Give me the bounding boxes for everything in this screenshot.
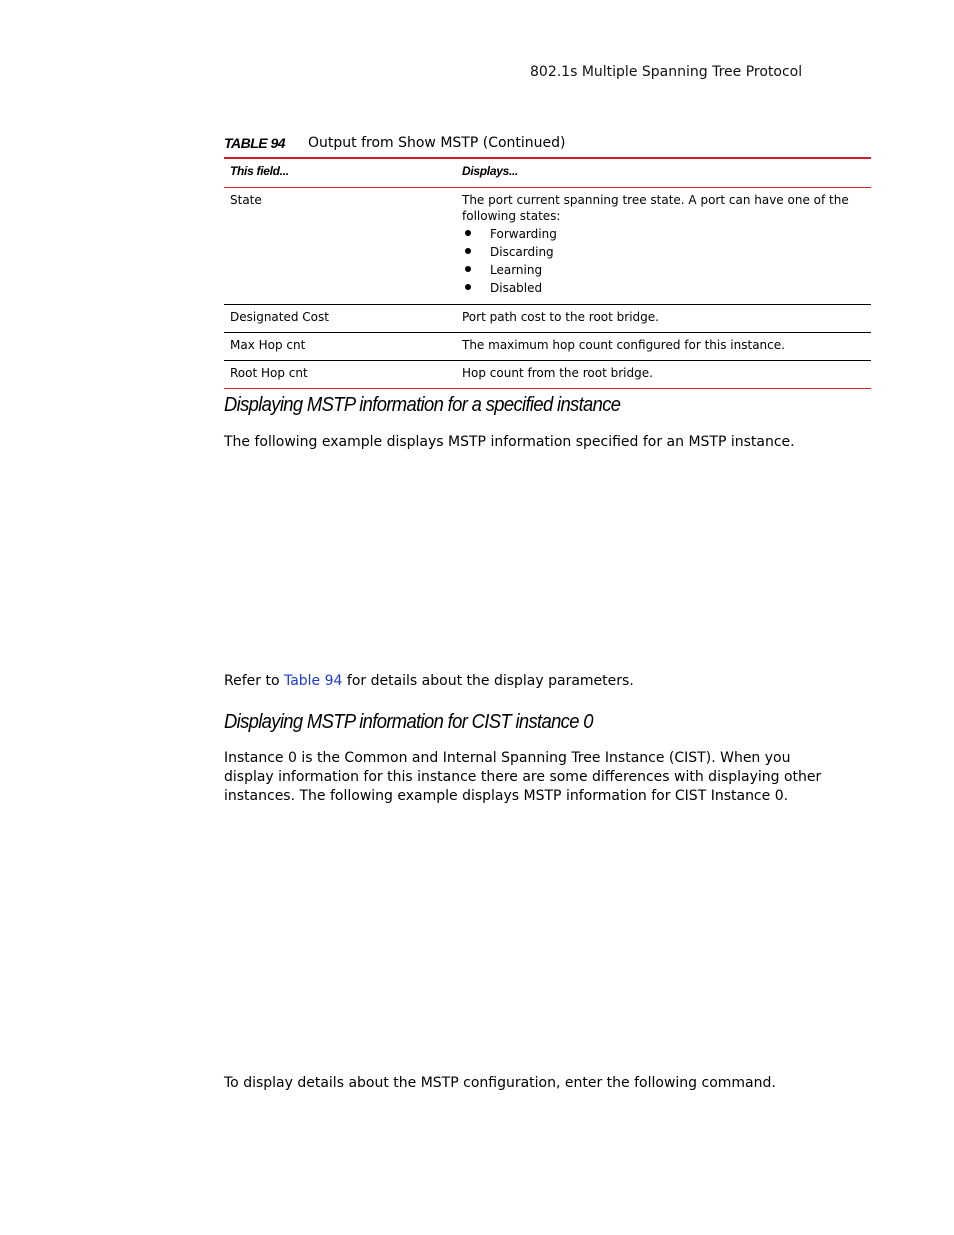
state-list: [462, 225, 865, 297]
description-cell: Hop count from the root bridge.: [462, 366, 653, 380]
section2-body: Instance 0 is the Common and Internal Spanning Tree Instance (CIST). When you display information for this instance there are some differences with displaying other instances. The following example displays MSTP information for CIST Instance 0.: [224, 750, 822, 804]
section1-intro: The following example displays MSTP information specified for an MSTP instance.: [224, 434, 795, 450]
table-number: TABLE 94: [224, 135, 286, 151]
mstp-output-table: [224, 157, 871, 389]
description-cell: The maximum hop count configured for this instance.: [456, 333, 871, 361]
list-item: Discarding: [462, 243, 865, 261]
list-item: Disabled: [462, 279, 865, 297]
table-caption: [224, 135, 566, 152]
refer-prefix: Refer to: [224, 673, 284, 689]
column-header-field: This field...: [224, 158, 456, 188]
description-cell: Port path cost to the root bridge.: [456, 305, 871, 333]
table-94-link[interactable]: Table 94: [283, 673, 343, 689]
column-header-displays: Displays...: [456, 158, 871, 188]
field-cell: Root Hop cnt: [230, 366, 308, 380]
section-heading-cist-instance: Displaying MSTP information for CIST instance 0: [224, 711, 593, 733]
table-row: [224, 305, 871, 333]
field-cell: State: [224, 188, 456, 305]
field-cell: Designated Cost: [224, 305, 456, 333]
table-row: [224, 361, 871, 389]
description-text: The port current spanning tree state. A port can have one of the following states:: [462, 193, 849, 223]
table-row: [224, 333, 871, 361]
section-heading-specified-instance: Displaying MSTP information for a specified instance: [224, 394, 621, 416]
list-item: Forwarding: [462, 225, 865, 243]
table-row: [224, 188, 871, 305]
refer-suffix: for details about the display parameters.: [342, 673, 634, 689]
list-item: Learning: [462, 261, 865, 279]
table-header-row: [224, 158, 871, 188]
field-cell: Max Hop cnt: [224, 333, 456, 361]
table-title: Output from Show MSTP (Continued): [308, 135, 566, 151]
refer-paragraph: [224, 672, 844, 691]
description-cell: [456, 188, 871, 305]
section2-closing: To display details about the MSTP configuration, enter the following command.: [224, 1075, 776, 1091]
running-header: 802.1s Multiple Spanning Tree Protocol: [530, 64, 803, 80]
